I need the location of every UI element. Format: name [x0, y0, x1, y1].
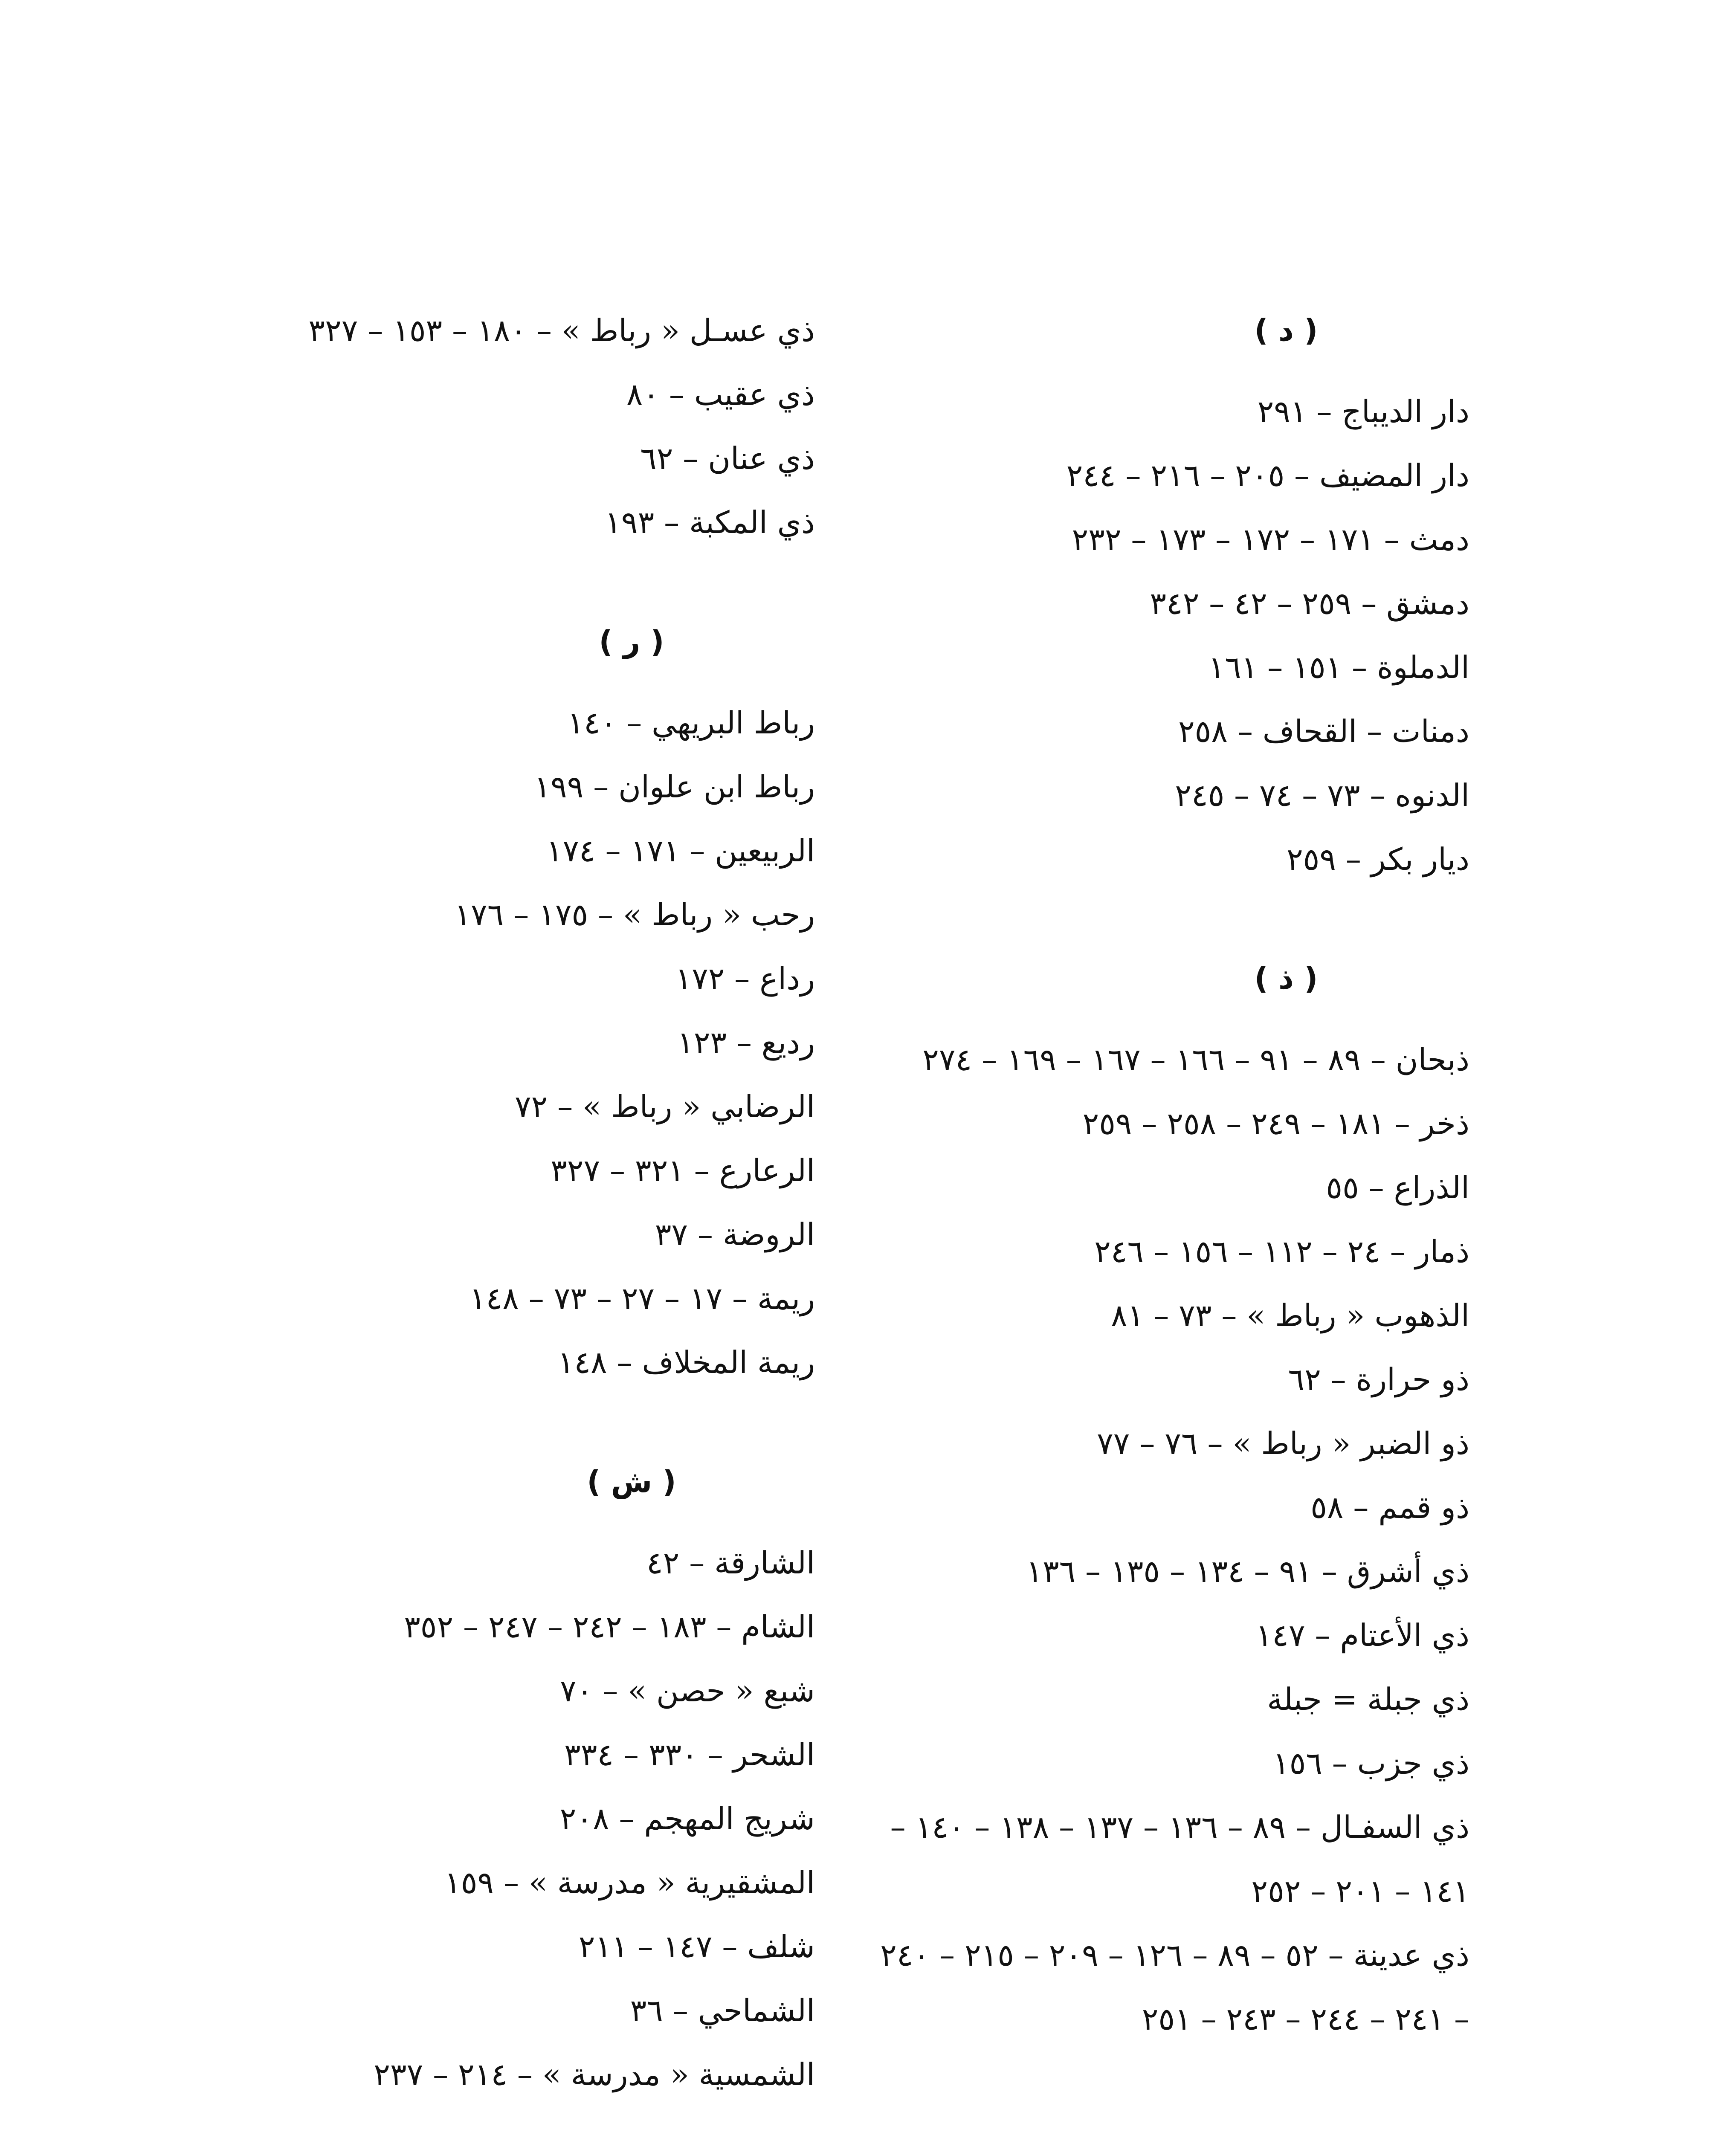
index-entry: رحب « رباط » – ١٧٥ – ١٧٦: [454, 897, 815, 933]
section-spacer: [855, 891, 1469, 947]
left-column: [192, 298, 815, 2106]
index-entry: شبع « حصن » – ٧٠: [559, 1673, 815, 1709]
index-entry: رداع – ١٧٢: [675, 961, 815, 996]
index-entry: شريج المهجم – ٢٠٨: [559, 1801, 815, 1837]
index-entry: ذي عدينة – ٥٢ – ٨٩ – ١٢٦ – ٢٠٩ – ٢١٥ – ٢٤٠ – ٢٤١ – ٢٤٤ – ٢٤٣ – ٢٥١: [880, 1937, 1469, 2037]
index-entry: ذي المكبة – ١٩٣: [605, 504, 815, 540]
index-entry: الروضة – ٣٧: [655, 1217, 815, 1252]
index-entry: شلف – ١٤٧ – ٢١١: [578, 1929, 815, 1964]
index-entry: ريمة – ١٧ – ٢٧ – ٧٣ – ١٤٨: [469, 1280, 815, 1316]
section-heading-shin: ( ش ): [587, 1464, 676, 1499]
index-entry: ديار بكر – ٢٥٩: [1286, 841, 1469, 877]
index-entry: الدنوه – ٧٣ – ٧٤ – ٢٤٥: [1175, 777, 1469, 813]
right-column: [855, 298, 1469, 2051]
index-entry: ذي الأعتام – ١٤٧: [1255, 1617, 1469, 1653]
index-entry: دمنات – القحاف – ٢٥٨: [1178, 713, 1469, 749]
index-entry: ذي عنان – ٦٢: [640, 440, 815, 476]
index-entry: دار المضيف – ٢٠٥ – ٢١٦ – ٢٤٤: [1066, 458, 1469, 493]
index-entry: الدملوة – ١٥١ – ١٦١: [1208, 649, 1469, 685]
index-entry: الذراع – ٥٥: [1326, 1170, 1469, 1205]
index-entry: الرضابي « رباط » – ٧٢: [514, 1089, 815, 1124]
index-entry: ذخر – ١٨١ – ٢٤٩ – ٢٥٨ – ٢٥٩: [1082, 1106, 1469, 1141]
index-entry: ذي جبلة = جبلة: [1267, 1681, 1469, 1717]
index-entry: دار الديباج – ٢٩١: [1257, 394, 1469, 429]
index-entry: ذو قمم – ٥٨: [1310, 1489, 1469, 1525]
index-entry: الشماحي – ٣٦: [630, 1993, 815, 2028]
index-entry: الذهوب « رباط » – ٧٣ – ٨١: [1110, 1298, 1469, 1333]
index-entry: المشقيرية « مدرسة » – ١٥٩: [444, 1865, 815, 1900]
index-entry: ذي أشرق – ٩١ – ١٣٤ – ١٣٥ – ١٣٦: [1026, 1553, 1469, 1589]
section-heading-ra: ( ر ): [599, 624, 664, 659]
index-entry: الشارقة – ٤٢: [646, 1545, 815, 1581]
index-entry: ذي جزب – ١٥٦: [1272, 1745, 1469, 1781]
index-entry: ذي عقيب – ٨٠: [626, 377, 815, 412]
index-entry: دمشق – ٢٥٩ – ٤٢ – ٣٤٢: [1150, 585, 1469, 621]
index-entry: الرعارع – ٣٢١ – ٣٢٧: [551, 1153, 815, 1188]
index-entry: الربيعين – ١٧١ – ١٧٤: [546, 833, 815, 869]
index-entry: رباط البريهي – ١٤٠: [567, 705, 815, 741]
section-heading-thal: ( ذ ): [1254, 961, 1318, 996]
section-spacer: [192, 554, 815, 610]
index-entry: ذي السفـال – ٨٩ – ١٣٦ – ١٣٧ – ١٣٨ – ١٤٠ – ١٤١ – ٢٠١ – ٢٥٢: [890, 1809, 1469, 1909]
section-heading-dal: ( د ): [1254, 313, 1318, 348]
index-entry: الشمسية « مدرسة » – ٢١٤ – ٢٣٧: [374, 2057, 815, 2092]
index-entry: ذمار – ٢٤ – ١١٢ – ١٥٦ – ٢٤٦: [1094, 1234, 1469, 1269]
index-entry: رديع – ١٢٣: [677, 1025, 815, 1060]
index-entry: ريمة المخلاف – ١٤٨: [557, 1344, 815, 1380]
index-entry: الشحر – ٣٣٠ – ٣٣٤: [564, 1737, 815, 1773]
index-entry: ذبحان – ٨٩ – ٩١ – ١٦٦ – ١٦٧ – ١٦٩ – ٢٧٤: [922, 1042, 1469, 1078]
index-entry: ذي عسـل « رباط » – ١٨٠ – ١٥٣ – ٣٢٧: [308, 313, 815, 348]
index-entry: ذو الضبر « رباط » – ٧٦ – ٧٧: [1097, 1425, 1469, 1461]
index-entry: دمث – ١٧١ – ١٧٢ – ١٧٣ – ٢٣٢: [1072, 521, 1469, 557]
index-entry: ذو حرارة – ٦٢: [1288, 1361, 1469, 1397]
section-spacer: [192, 1394, 815, 1450]
index-entry: الشام – ١٨٣ – ٢٤٢ – ٢٤٧ – ٣٥٢: [404, 1609, 815, 1645]
index-entry: رباط ابن علوان – ١٩٩: [534, 769, 815, 805]
